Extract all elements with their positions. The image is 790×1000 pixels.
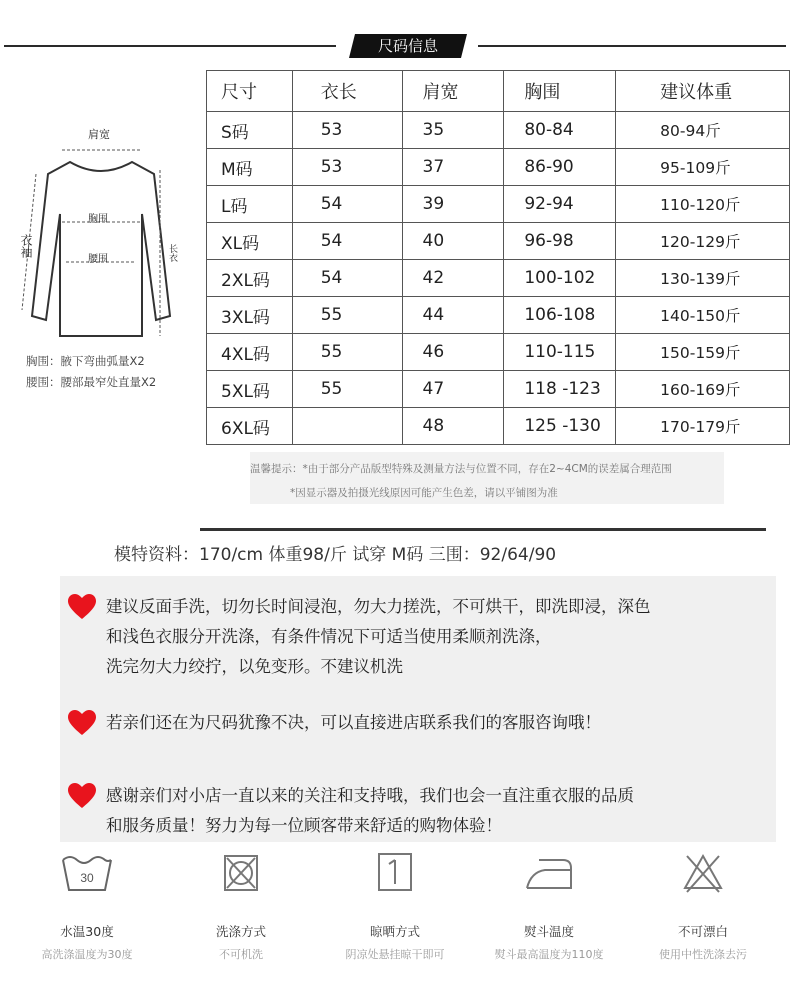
cell-shoulder: 44	[402, 297, 504, 334]
care-line: 建议反面手洗，切勿长时间浸泡，勿大力搓洗，不可烘干，即洗即浸，深色	[106, 597, 651, 616]
care-line: 洗完勿大力绞拧，以免变形。不建议机洗	[106, 657, 403, 676]
wash-temp-number: 30	[80, 871, 94, 885]
section-divider	[200, 528, 766, 531]
cell-length	[292, 408, 402, 445]
care-symbol-wash-method	[162, 848, 320, 961]
care-symbol-drying	[316, 848, 474, 961]
icon-desc: 阴凉处悬挂晾干即可	[345, 948, 445, 961]
iron-icon	[519, 848, 579, 898]
header-divider-left	[4, 45, 336, 47]
cell-size: 4XL码	[207, 334, 293, 371]
cell-weight: 140-150斤	[616, 297, 790, 334]
cell-weight: 110-120斤	[616, 186, 790, 223]
heart-icon	[68, 783, 96, 809]
cell-length: 55	[292, 371, 402, 408]
header-length: 衣长	[292, 71, 402, 112]
icon-title: 不可漂白	[677, 924, 728, 939]
cell-weight: 150-159斤	[616, 334, 790, 371]
cell-chest: 106-108	[504, 297, 616, 334]
heart-icon	[68, 710, 96, 736]
icon-desc: 使用中性洗涤去污	[659, 948, 747, 961]
model-info: 模特资料：170/cm 体重98/斤 试穿 M码 三围：92/64/90	[114, 545, 557, 565]
table-row	[207, 408, 790, 445]
cell-chest: 118 -123	[504, 371, 616, 408]
section-title-badge	[349, 34, 467, 58]
cell-length: 54	[292, 260, 402, 297]
cell-shoulder: 47	[402, 371, 504, 408]
icon-desc: 熨斗最高温度为110度	[494, 948, 604, 961]
size-table	[206, 70, 790, 445]
wash-30-icon	[57, 848, 117, 898]
table-row	[207, 260, 790, 297]
care-panel	[60, 576, 776, 842]
icon-desc: 高洗涤温度为30度	[41, 948, 133, 961]
cell-size: 5XL码	[207, 371, 293, 408]
waist-label: 腰围	[88, 254, 108, 265]
chest-label: 胸围	[88, 214, 108, 225]
cell-chest: 80-84	[504, 112, 616, 149]
tip-line-2: *因显示器及拍摄光线原因可能产生色差，请以平铺图为准	[290, 487, 558, 499]
tip-line-1: 温馨提示：*由于部分产品版型特殊及测量方法与位置不同，存在2~4CM的误差属合理范围	[250, 463, 672, 475]
cell-chest: 110-115	[504, 334, 616, 371]
heart-icon	[68, 594, 96, 620]
cell-length: 53	[292, 149, 402, 186]
icon-title: 洗涤方式	[215, 924, 266, 939]
cell-weight: 130-139斤	[616, 260, 790, 297]
cell-shoulder: 40	[402, 223, 504, 260]
cell-size: L码	[207, 186, 293, 223]
table-row	[207, 371, 790, 408]
length-label: 长衣	[167, 244, 177, 262]
care-symbols	[0, 848, 790, 1000]
header-divider-right	[478, 45, 786, 47]
cell-shoulder: 37	[402, 149, 504, 186]
tip-box	[250, 452, 724, 504]
no-machine-wash-icon	[211, 848, 271, 898]
cell-weight: 95-109斤	[616, 149, 790, 186]
cell-length: 54	[292, 186, 402, 223]
icon-title: 熨斗温度	[523, 924, 574, 939]
cell-chest: 125 -130	[504, 408, 616, 445]
section-title: 尺码信息	[377, 37, 438, 55]
cell-chest: 86-90	[504, 149, 616, 186]
cell-chest: 92-94	[504, 186, 616, 223]
cell-length: 54	[292, 223, 402, 260]
cell-shoulder: 35	[402, 112, 504, 149]
cell-shoulder: 48	[402, 408, 504, 445]
table-row	[207, 112, 790, 149]
cell-size: 6XL码	[207, 408, 293, 445]
table-row	[207, 223, 790, 260]
care-text: 若亲们还在为尺码犹豫不决，可以直接进店联系我们的客服咨询哦！	[106, 713, 601, 732]
cell-chest: 96-98	[504, 223, 616, 260]
hang-dry-icon	[365, 848, 425, 898]
care-line: 和服务质量！努力为每一位顾客带来舒适的购物体验！	[106, 816, 502, 835]
cell-size: 2XL码	[207, 260, 293, 297]
icon-desc: 不可机洗	[219, 948, 263, 961]
header-weight: 建议体重	[616, 71, 790, 112]
cell-shoulder: 42	[402, 260, 504, 297]
cell-length: 55	[292, 297, 402, 334]
cell-size: S码	[207, 112, 293, 149]
header-chest: 胸围	[504, 71, 616, 112]
cell-length: 53	[292, 112, 402, 149]
cell-weight: 170-179斤	[616, 408, 790, 445]
care-symbol-bleach	[624, 848, 782, 961]
cell-chest: 100-102	[504, 260, 616, 297]
waist-measure-note: 腰围：腰部最窄处直量X2	[26, 375, 157, 389]
care-symbol-wash-temp	[8, 848, 166, 961]
icon-title: 晾晒方式	[369, 924, 420, 939]
care-symbol-ironing	[470, 848, 628, 961]
cell-size: M码	[207, 149, 293, 186]
icon-title: 水温30度	[60, 924, 114, 939]
cell-weight: 160-169斤	[616, 371, 790, 408]
care-text	[106, 781, 634, 841]
table-row	[207, 334, 790, 371]
care-text	[106, 592, 651, 682]
sleeve-label: 衣袖	[19, 234, 33, 258]
cell-shoulder: 39	[402, 186, 504, 223]
cell-weight: 120-129斤	[616, 223, 790, 260]
cell-size: XL码	[207, 223, 293, 260]
table-row	[207, 149, 790, 186]
cell-shoulder: 46	[402, 334, 504, 371]
care-line: 感谢亲们对小店一直以来的关注和支持哦，我们也会一直注重衣服的品质	[106, 786, 634, 805]
header-size: 尺寸	[207, 71, 293, 112]
table-row	[207, 186, 790, 223]
table-header-row	[207, 71, 790, 112]
header-shoulder: 肩宽	[402, 71, 504, 112]
garment-outline-icon	[18, 140, 184, 340]
table-row	[207, 297, 790, 334]
no-bleach-icon	[673, 848, 733, 898]
cell-weight: 80-94斤	[616, 112, 790, 149]
care-line: 和浅色衣服分开洗涤，有条件情况下可适当使用柔顺剂洗涤，	[106, 627, 552, 646]
cell-size: 3XL码	[207, 297, 293, 334]
chest-measure-note: 胸围：腋下弯曲弧量X2	[26, 354, 145, 368]
shoulder-label: 肩宽	[88, 128, 110, 141]
cell-length: 55	[292, 334, 402, 371]
